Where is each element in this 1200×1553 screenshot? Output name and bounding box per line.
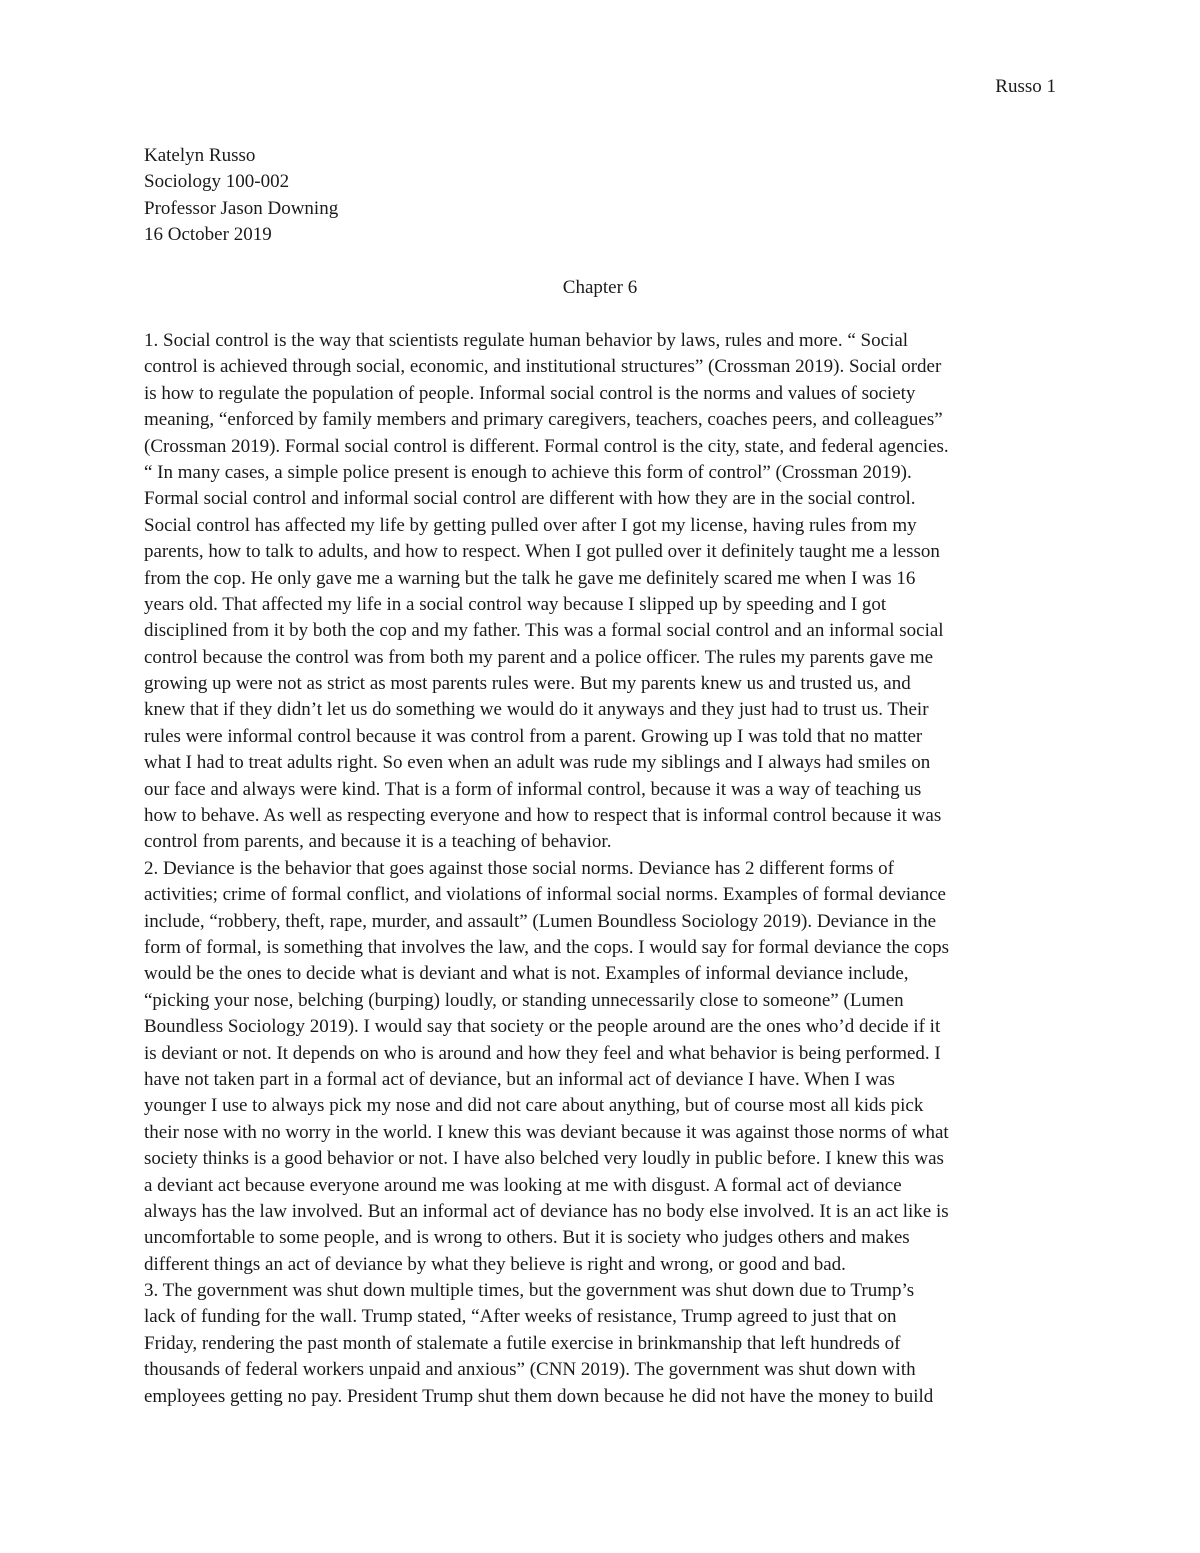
body-line: a deviant act because everyone around me was looking at me with disgust. A formal act of deviance (144, 1174, 902, 1196)
body-line: (Crossman 2019). Formal social control is different. Formal control is the city, state, and federal agencies. (144, 435, 949, 457)
body-line: 1. Social control is the way that scientists regulate human behavior by laws, rules and more. “ Social (144, 330, 909, 351)
author-name: Katelyn Russo (144, 145, 256, 166)
body-line: lack of funding for the wall. Trump stated, “After weeks of resistance, Trump agreed to just that on (144, 1306, 897, 1328)
body-line: different things an act of deviance by what they believe is right and wrong, or good and bad. (144, 1253, 846, 1275)
body-line: would be the ones to decide what is deviant and what is not. Examples of informal deviance include, (144, 963, 909, 985)
body-line: include, “robbery, theft, rape, murder, and assault” (Lumen Boundless Sociology 2019). Deviance in the (144, 910, 937, 932)
body-line: activities; crime of formal conflict, and violations of informal social norms. Examples of formal deviance (144, 884, 946, 906)
body-line: “picking your nose, belching (burping) loudly, or standing unnecessarily close to someone” (Lumen (144, 989, 904, 1011)
course-name: Sociology 100-002 (144, 171, 290, 193)
professor-name: Professor Jason Downing (144, 197, 339, 219)
body-line: have not taken part in a formal act of deviance, but an informal act of deviance I have. When I was (144, 1068, 895, 1090)
body-line: our face and always were kind. That is a form of informal control, because it was a way of teaching us (144, 778, 922, 800)
body-line: Social control has affected my life by getting pulled over after I got my license, having rules from my (144, 514, 917, 536)
body-line: Boundless Sociology 2019). I would say that society or the people around are the ones who’d decide if it (144, 1016, 941, 1038)
body-line: society thinks is a good behavior or not. I have also belched very loudly in public before. I knew this was (144, 1148, 944, 1170)
body-line: Formal social control and informal social control are different with how they are in the social control. (144, 488, 916, 510)
document-title: Chapter 6 (562, 277, 638, 298)
body-line: disciplined from it by both the cop and my father. This was a formal social control and an informal social (144, 620, 944, 642)
body-line: control from parents, and because it is a teaching of behavior. (144, 831, 612, 853)
body-line: form of formal, is something that involves the law, and the cops. I would say for formal deviance the cops (144, 936, 950, 958)
body-line: from the cop. He only gave me a warning but the talk he gave me definitely scared me when I was 16 (144, 567, 916, 589)
body-line: what I had to treat adults right. So even when an adult was rude my siblings and I always had smiles on (144, 752, 931, 774)
body-line: growing up were not as strict as most parents rules were. But my parents knew us and trusted us, and (144, 673, 911, 695)
body-line: years old. That affected my life in a social control way because I slipped up by speeding and I got (144, 593, 887, 615)
body-line: their nose with no worry in the world. I knew this was deviant because it was against those norms of what (144, 1121, 949, 1143)
document-body (144, 328, 1056, 1410)
body-line: meaning, “enforced by family members and primary caregivers, teachers, coaches peers, and colleagues” (144, 409, 943, 431)
document-date: 16 October 2019 (144, 224, 272, 246)
body-line: control is achieved through social, economic, and institutional structures” (Crossman 2019). Social order (144, 356, 942, 378)
mla-heading (144, 143, 338, 249)
body-line: knew that if they didn’t let us do something we would do it anyways and they just had to trust us. Their (144, 699, 929, 721)
body-line: rules were informal control because it was control from a parent. Growing up I was told that no matter (144, 725, 923, 747)
body-line: always has the law involved. But an informal act of deviance has no body else involved. It is an act like is (144, 1200, 949, 1222)
body-line: is deviant or not. It depends on who is around and how they feel and what behavior is being performed. I (144, 1042, 941, 1064)
body-line: 3. The government was shut down multiple times, but the government was shut down due to Trump’s (144, 1280, 915, 1302)
body-line: 2. Deviance is the behavior that goes against those social norms. Deviance has 2 different forms of (144, 857, 894, 879)
body-line: control because the control was from both my parent and a police officer. The rules my parents gave me (144, 646, 934, 668)
body-line: thousands of federal workers unpaid and anxious” (CNN 2019). The government was shut down with (144, 1359, 916, 1381)
body-line: younger I use to always pick my nose and did not care about anything, but of course most all kids pick (144, 1095, 924, 1117)
running-head: Russo 1 (995, 76, 1056, 97)
body-line: parents, how to talk to adults, and how to respect. When I got pulled over it definitely taught me a lesson (144, 541, 940, 563)
body-line: employees getting no pay. President Trump shut them down because he did not have the money to build (144, 1385, 934, 1407)
body-line: uncomfortable to some people, and is wrong to others. But it is society who judges others and makes (144, 1227, 910, 1249)
body-line: how to behave. As well as respecting everyone and how to respect that is informal control because it was (144, 805, 942, 827)
body-line: is how to regulate the population of people. Informal social control is the norms and values of society (144, 382, 916, 404)
body-line: “ In many cases, a simple police present is enough to achieve this form of control” (Crossman 2019). (144, 461, 912, 483)
body-line: Friday, rendering the past month of stalemate a futile exercise in brinkmanship that left hundreds of (144, 1332, 901, 1354)
